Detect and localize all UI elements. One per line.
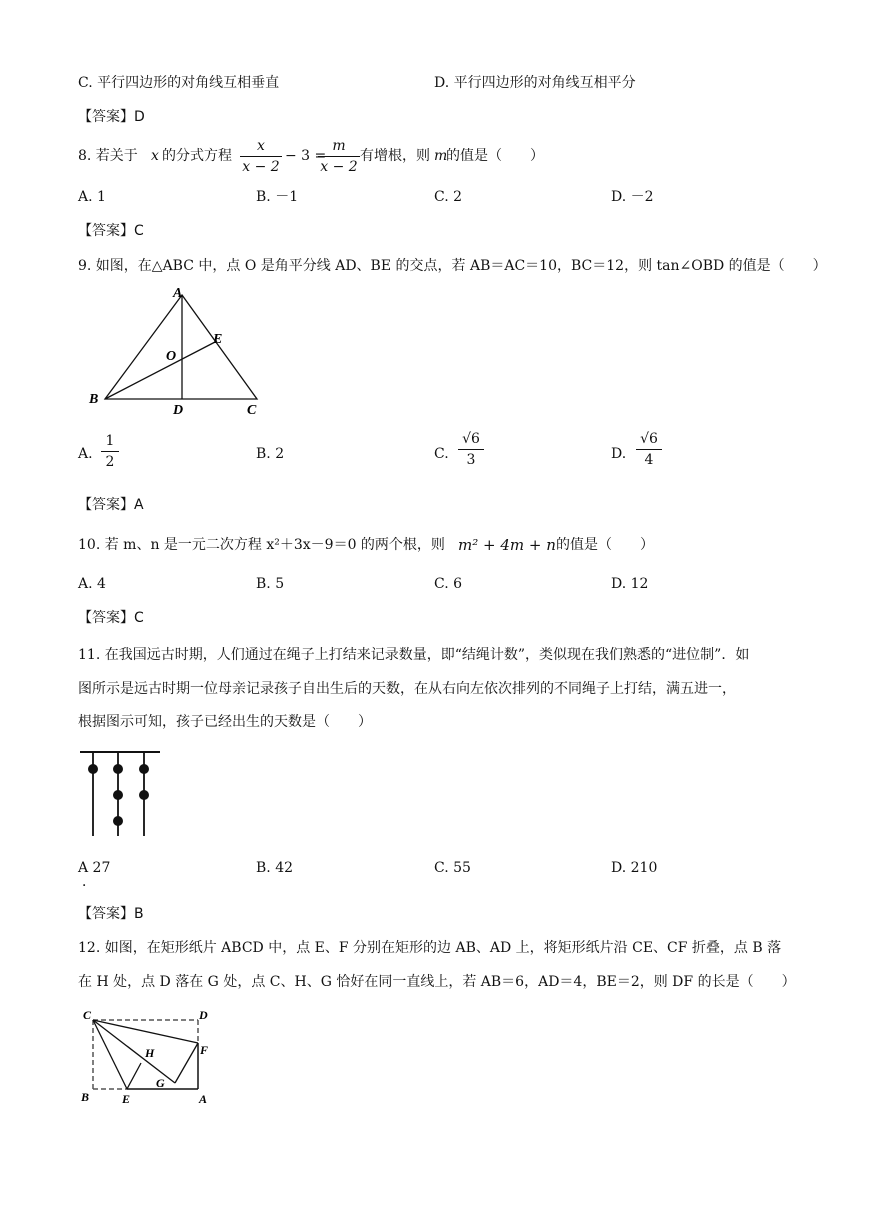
q12-rectangle-fold-figure: [78, 1005, 218, 1105]
label-a: A: [173, 286, 183, 301]
q8-option-d: D. －2: [611, 189, 654, 205]
q8-minus3: − 3 =: [285, 148, 327, 164]
q8-frac1-den: x − 2: [242, 159, 280, 175]
fraction-bar: [458, 449, 484, 450]
q9-stem: 9. 如图，在△ABC 中，点 O 是角平分线 AD、BE 的交点，若 AB＝AC＝10，BC＝12，则 tan∠OBD 的值是（ ）: [78, 258, 827, 274]
q9-option-d-fraction: [636, 430, 662, 469]
q10-expression: m² + 4m + n: [458, 536, 556, 554]
q9-c-den: 3: [466, 452, 476, 468]
q11-option-b: B. 42: [256, 860, 294, 876]
fraction-bar: [240, 156, 282, 157]
q10-option-a: A. 4: [78, 576, 106, 592]
label-c: C: [83, 1008, 92, 1022]
q11-line1: 11. 在我国远古时期，人们通过在绳子上打结来记录数量，即“结绳计数”，类似现在我们熟悉的“进位制”．如: [78, 647, 750, 663]
q8-var-m: m: [434, 148, 448, 164]
q9-c-num: √6: [462, 431, 480, 447]
q8-fraction-1: [240, 137, 282, 176]
label-b: B: [89, 392, 99, 407]
q9-a-den: 2: [105, 454, 115, 470]
q11-option-c: C. 55: [434, 860, 471, 876]
q9-triangle-figure: [85, 283, 275, 418]
q7-option-c: C. 平行四边形的对角线互相垂直: [78, 75, 280, 91]
q8-frac2-num: m: [332, 138, 346, 154]
q11-option-dot: ．: [82, 874, 96, 890]
q11-line2: 图所示是远古时期一位母亲记录孩子自出生后的天数，在从右向左依次排列的不同绳子上打结，满五进一，: [78, 681, 736, 697]
knot: [113, 764, 123, 774]
q9-d-den: 4: [644, 452, 654, 468]
q8-stem-mid: 的分式方程: [162, 148, 232, 164]
q8-answer: 【答案】C: [78, 223, 144, 239]
knot: [88, 764, 98, 774]
fraction-bar: [101, 451, 119, 452]
q8-frac1-num: x: [257, 138, 265, 154]
label-e: E: [122, 1092, 131, 1105]
knot: [139, 764, 149, 774]
label-a: A: [199, 1092, 208, 1105]
q12-line2: 在 H 处，点 D 落在 G 处，点 C、H、G 恰好在同一直线上，若 AB＝6，AD＝4，BE＝2，则 DF 的长是（ ）: [78, 974, 796, 990]
q10-stem-end: 的值是（ ）: [556, 537, 654, 553]
label-h: H: [145, 1046, 155, 1060]
q7-answer: 【答案】D: [78, 109, 145, 125]
q8-stem-pre: 8. 若关于: [78, 148, 138, 164]
q11-option-a: A 27: [78, 860, 111, 876]
q10-option-b: B. 5: [256, 576, 285, 592]
q8-option-a: A. 1: [78, 189, 106, 205]
q9-option-a-label: A.: [78, 446, 93, 462]
q11-line3: 根据图示可知，孩子已经出生的天数是（ ）: [78, 714, 372, 730]
q9-a-num: 1: [105, 433, 115, 449]
fraction-bar: [318, 156, 360, 157]
label-b: B: [81, 1090, 90, 1104]
label-e: E: [213, 332, 223, 347]
q10-option-d: D. 12: [611, 576, 649, 592]
fraction-bar: [636, 449, 662, 450]
triangle-abc: [105, 295, 257, 399]
q9-option-c-fraction: [458, 430, 484, 469]
q8-var-x: x: [151, 148, 159, 164]
q9-option-d-label: D.: [611, 446, 627, 462]
q10-stem-pre: 10. 若 m、n 是一元二次方程 x²＋3x－9＝0 的两个根，则: [78, 537, 445, 553]
q7-option-d: D. 平行四边形的对角线互相平分: [434, 75, 636, 91]
label-d: D: [199, 1008, 208, 1022]
q8-stem-post: 有增根，则: [360, 148, 430, 164]
q8-option-c: C. 2: [434, 189, 463, 205]
label-f: F: [200, 1043, 209, 1057]
segment-gf: [175, 1043, 198, 1083]
label-o: O: [166, 349, 177, 364]
q8-option-b: B. －1: [256, 189, 299, 205]
q11-knot-ropes-figure: [78, 746, 168, 838]
q11-answer: 【答案】B: [78, 906, 144, 922]
label-d: D: [173, 403, 184, 418]
q8-fraction-2: [318, 137, 360, 176]
q12-line1: 12. 如图，在矩形纸片 ABCD 中，点 E、F 分别在矩形的边 AB、AD 上，将矩形纸片沿 CE、CF 折叠，点 B 落: [78, 940, 782, 956]
bisector-be: [105, 341, 217, 399]
q10-answer: 【答案】C: [78, 610, 144, 626]
label-g: G: [156, 1076, 165, 1090]
q9-option-c-label: C.: [434, 446, 449, 462]
label-c: C: [247, 403, 257, 418]
knot: [113, 790, 123, 800]
q10-option-c: C. 6: [434, 576, 463, 592]
knot: [139, 790, 149, 800]
q9-option-b: B. 2: [256, 446, 285, 462]
fold-ce: [93, 1020, 127, 1089]
q9-d-num: √6: [640, 431, 658, 447]
q11-option-d: D. 210: [611, 860, 658, 876]
q9-option-a-fraction: [101, 432, 119, 471]
q8-stem-end: 的值是（ ）: [446, 148, 544, 164]
q9-answer: 【答案】A: [78, 497, 144, 513]
segment-eh: [127, 1063, 141, 1089]
knot: [113, 816, 123, 826]
q8-frac2-den: x − 2: [320, 159, 358, 175]
